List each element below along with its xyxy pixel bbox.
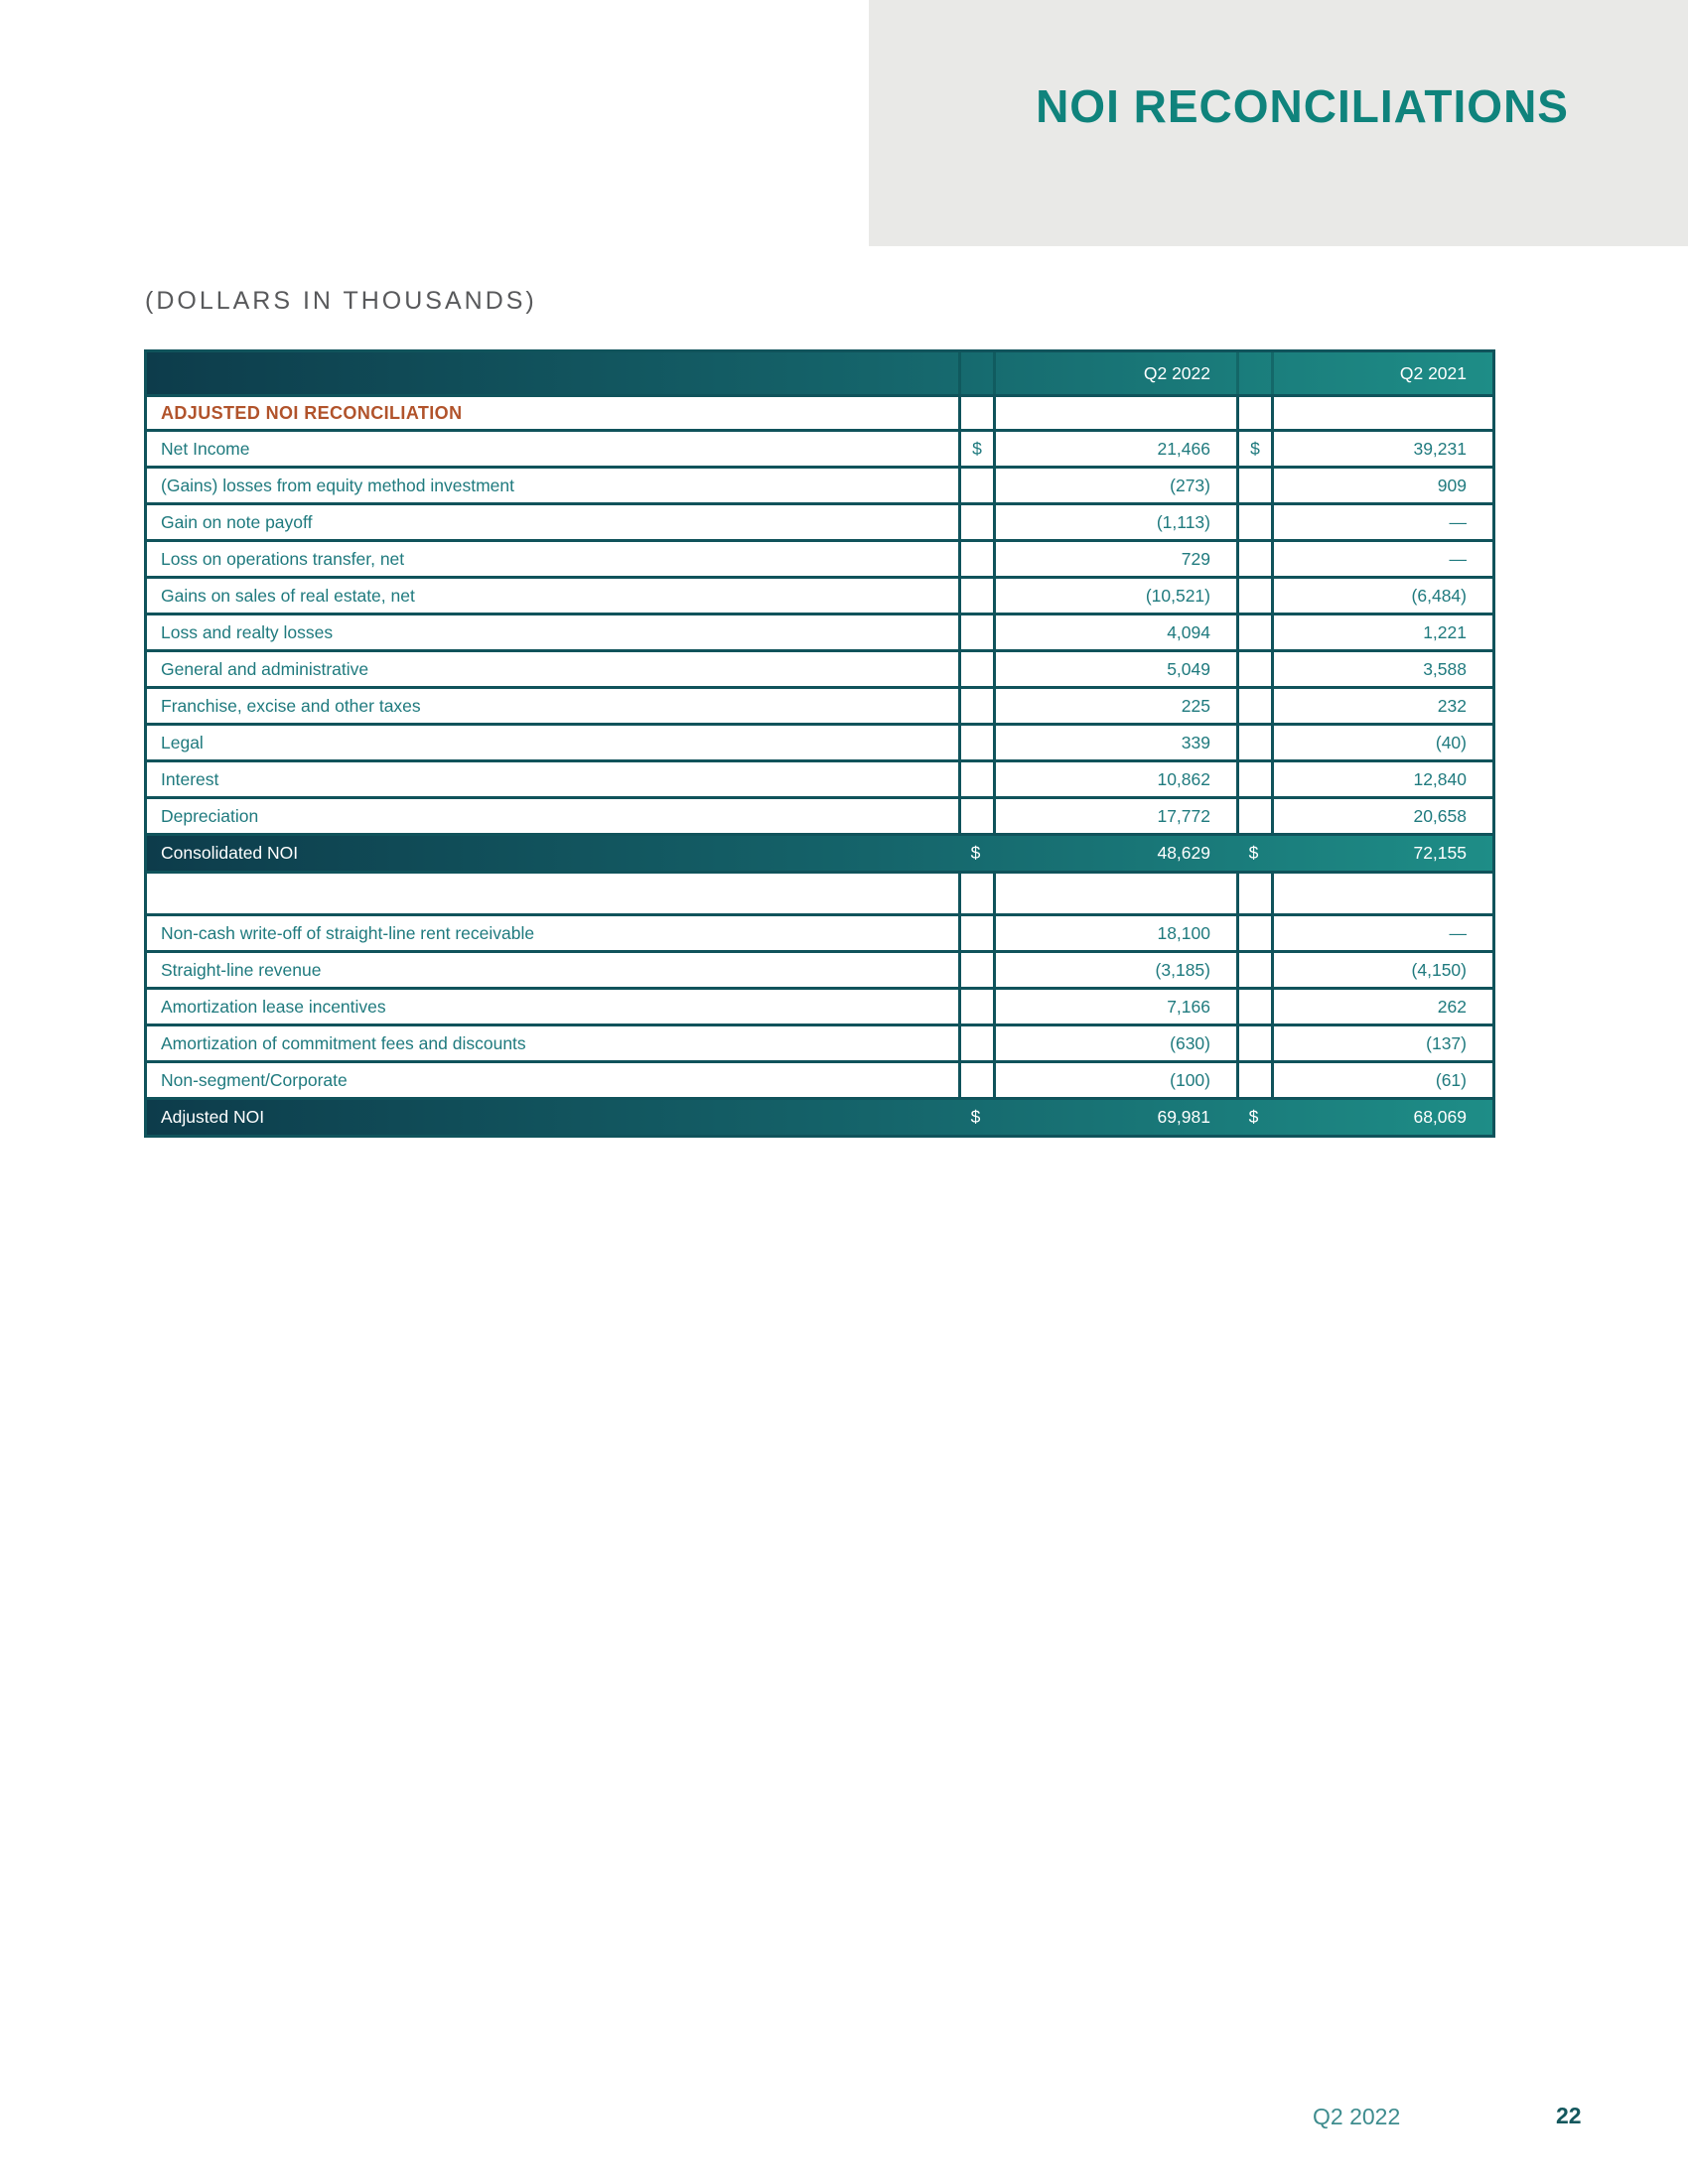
currency-symbol [958,953,993,987]
empty-cell [958,874,993,913]
value-q2-2022: 4,094 [993,615,1236,649]
currency-symbol [958,916,993,950]
dollars-in-thousands-note: (DOLLARS IN THOUSANDS) [145,287,537,315]
currency-symbol: $ [1248,843,1259,863]
row-label: General and administrative [161,658,369,679]
value-q2-2022: 17,772 [993,799,1236,833]
noi-reconciliation-table [144,349,1495,1138]
currency-symbol [958,1026,993,1060]
currency-symbol [958,799,993,833]
table-row [147,466,1492,502]
value-q2-2021: 232 [1271,689,1492,723]
currency-symbol [1236,542,1271,576]
currency-symbol [958,579,993,613]
currency-symbol: $ [970,843,981,863]
table-row [147,1060,1492,1097]
value-q2-2021: 68,069 [1413,1107,1467,1127]
table-row-consolidated-noi-total [147,833,1492,871]
table-row [147,913,1492,950]
currency-symbol [1236,1026,1271,1060]
currency-symbol [958,652,993,686]
empty-cell [1236,874,1271,913]
row-label: Straight-line revenue [161,959,322,980]
value-q2-2021: — [1271,542,1492,576]
value-q2-2022: (1,113) [993,505,1236,539]
currency-symbol [958,505,993,539]
value-q2-2022: (273) [993,469,1236,502]
table-row [147,686,1492,723]
value-q2-2022: (10,521) [993,579,1236,613]
value-q2-2022: 225 [993,689,1236,723]
table-row [147,576,1492,613]
empty-cell [1271,874,1492,913]
value-q2-2022: (100) [993,1063,1236,1097]
value-q2-2021: 20,658 [1271,799,1492,833]
header-q2-2021: Q2 2021 [1271,352,1492,394]
currency-symbol [1236,916,1271,950]
row-label: Loss and realty losses [161,621,334,642]
table-row [147,539,1492,576]
section-header-row [147,394,1492,429]
currency-symbol [1236,652,1271,686]
value-q2-2022: (3,185) [993,953,1236,987]
currency-symbol [958,469,993,502]
currency-symbol [1236,1063,1271,1097]
currency-symbol [958,542,993,576]
currency-symbol [1236,726,1271,759]
table-row [147,502,1492,539]
value-q2-2021: 12,840 [1271,762,1492,796]
currency-symbol [1236,615,1271,649]
value-q2-2022: 21,466 [993,432,1236,466]
empty-cell [147,874,958,913]
header-currency-cell [1236,352,1271,394]
row-label: Adjusted NOI [161,1107,265,1127]
currency-symbol: $ [1236,432,1271,466]
table-row [147,759,1492,796]
empty-cell [993,397,1236,429]
currency-symbol [958,1063,993,1097]
empty-cell [1236,397,1271,429]
currency-symbol [958,726,993,759]
footer-quarter-label: Q2 2022 [1313,2104,1401,2129]
currency-symbol [958,615,993,649]
value-q2-2021: 1,221 [1271,615,1492,649]
value-q2-2022: 18,100 [993,916,1236,950]
empty-cell [993,874,1236,913]
row-label: Loss on operations transfer, net [161,548,405,569]
header-currency-cell [958,352,993,394]
table-row [147,649,1492,686]
row-label: Consolidated NOI [161,843,299,863]
currency-symbol [1236,469,1271,502]
value-q2-2021: (61) [1271,1063,1492,1097]
currency-symbol [958,990,993,1024]
table-row [147,987,1492,1024]
table-row [147,796,1492,833]
table-row-adjusted-noi-total [147,1097,1492,1135]
currency-symbol: $ [1248,1107,1259,1127]
row-label: Amortization lease incentives [161,996,386,1017]
empty-cell [1271,397,1492,429]
currency-symbol [1236,990,1271,1024]
value-q2-2021: — [1271,916,1492,950]
title-band [869,0,1688,246]
row-label: (Gains) losses from equity method investment [161,475,514,495]
row-label: Non-cash write-off of straight-line rent receivable [161,922,535,943]
currency-symbol [1236,689,1271,723]
value-q2-2021: (137) [1271,1026,1492,1060]
row-label: Amortization of commitment fees and discounts [161,1032,526,1053]
value-q2-2021: 72,155 [1413,843,1467,863]
currency-symbol [1236,505,1271,539]
value-q2-2022: 5,049 [993,652,1236,686]
section-header-label: ADJUSTED NOI RECONCILIATION [161,402,463,423]
value-q2-2022: (630) [993,1026,1236,1060]
value-q2-2021: 39,231 [1271,432,1492,466]
value-q2-2022: 10,862 [993,762,1236,796]
value-q2-2022: 339 [993,726,1236,759]
empty-cell [958,397,993,429]
value-q2-2022: 7,166 [993,990,1236,1024]
value-q2-2022: 729 [993,542,1236,576]
header-q2-2022: Q2 2022 [993,352,1236,394]
page-title: NOI RECONCILIATIONS [1036,80,1569,132]
currency-symbol [1236,762,1271,796]
currency-symbol [1236,953,1271,987]
header-empty-cell [147,352,958,394]
table-spacer-row [147,871,1492,913]
row-label: Depreciation [161,805,259,826]
row-label: Interest [161,768,219,789]
currency-symbol [958,762,993,796]
currency-symbol [958,689,993,723]
table-row [147,613,1492,649]
value-q2-2021: 909 [1271,469,1492,502]
table-row [147,1024,1492,1060]
value-q2-2021: 3,588 [1271,652,1492,686]
table-row [147,723,1492,759]
row-label: Legal [161,732,204,752]
currency-symbol: $ [958,432,993,466]
row-label: Net Income [161,438,250,459]
value-q2-2021: — [1271,505,1492,539]
currency-symbol [1236,799,1271,833]
value-q2-2022: 69,981 [1157,1107,1210,1127]
currency-symbol [1236,579,1271,613]
value-q2-2021: (40) [1271,726,1492,759]
row-label: Gain on note payoff [161,511,313,532]
row-label: Gains on sales of real estate, net [161,585,415,606]
table-row [147,950,1492,987]
currency-symbol: $ [970,1107,981,1127]
value-q2-2021: (6,484) [1271,579,1492,613]
value-q2-2022: 48,629 [1157,843,1210,863]
value-q2-2021: 262 [1271,990,1492,1024]
row-label: Non-segment/Corporate [161,1069,348,1090]
value-q2-2021: (4,150) [1271,953,1492,987]
row-label: Franchise, excise and other taxes [161,695,421,716]
table-header-row [147,352,1492,394]
table-row-net-income [147,429,1492,466]
footer-page-number: 22 [1556,2103,1582,2128]
